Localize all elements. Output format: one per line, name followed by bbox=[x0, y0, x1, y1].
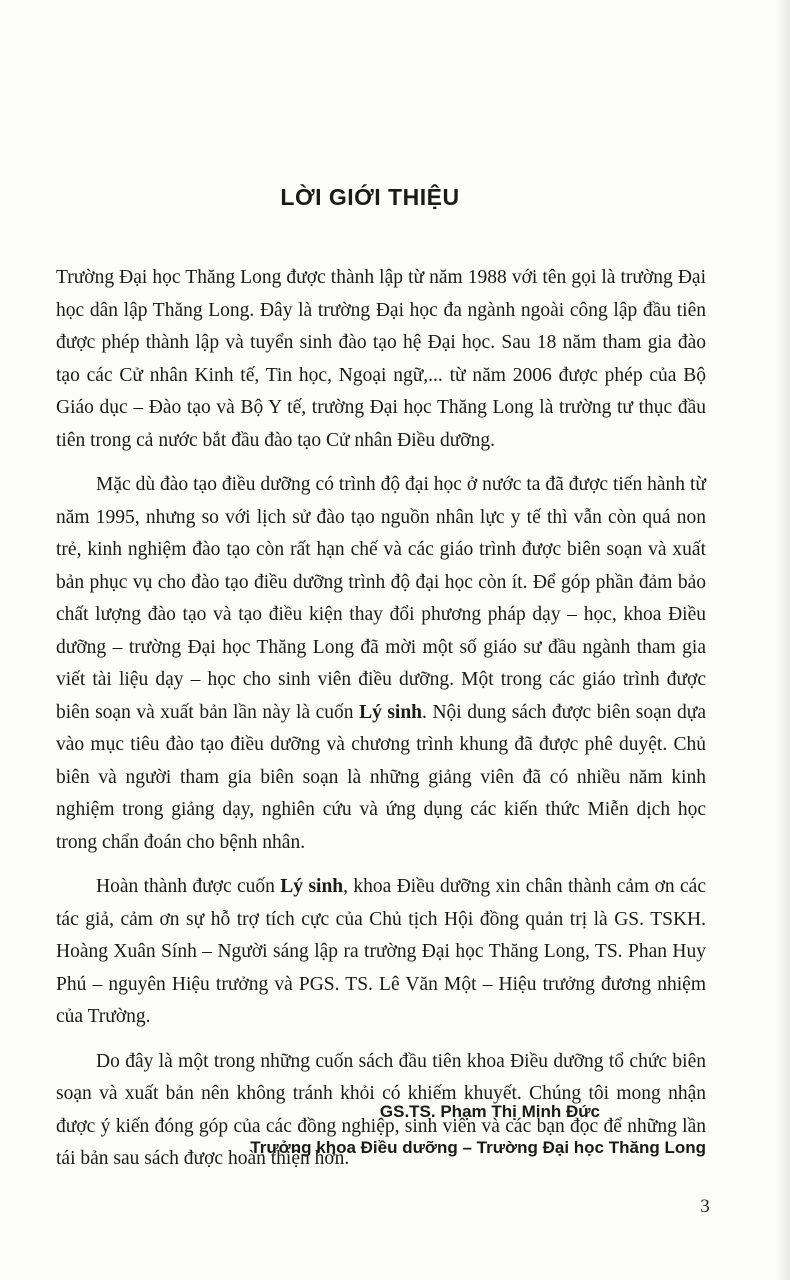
paragraph-3-text-b: , khoa Điều dưỡng xin chân thành cảm ơn các tác giả, cảm ơn sự hỗ trợ tích cực của Chủ tịch Hội đồng quản trị là GS. TSKH. Hoàng Xuân Sính – Người sáng lập ra trường Đại học Thăng Long, TS. Phan Huy Phú – nguyên Hiệu trưởng và PGS. TS. Lê Văn Một – Hiệu trưởng đương nhiệm của Trường. bbox=[56, 876, 706, 1027]
paragraph-3-text-a: Hoàn thành được cuốn bbox=[96, 876, 281, 897]
introduction-body bbox=[56, 262, 706, 1188]
page-binding-shadow bbox=[776, 0, 790, 1280]
book-title-emphasis: Lý sinh bbox=[359, 701, 423, 723]
paragraph-3 bbox=[56, 871, 706, 1034]
paragraph-2 bbox=[56, 469, 706, 859]
signatory-position: Trưởng khoa Điều dưỡng – Trường Đại học Thăng Long bbox=[250, 1138, 706, 1157]
paragraph-1: Trường Đại học Thăng Long được thành lập từ năm 1988 với tên gọi là trường Đại học dân lập Thăng Long. Đây là trường Đại học đa ngành ngoài công lập đầu tiên được phép thành lập và tuyển sinh đào tạo hệ Đại học. Sau 18 năm tham gia đào tạo các Cử nhân Kinh tế, Tin học, Ngoại ngữ,... từ năm 2006 được phép của Bộ Giáo dục – Đào tạo và Bộ Y tế, trường Đại học Thăng Long là trường tư thục đầu tiên trong cả nước bắt đầu đào tạo Cử nhân Điều dưỡng. bbox=[56, 267, 706, 451]
signature-block bbox=[0, 1094, 706, 1166]
page-title: LỜI GIỚI THIỆU bbox=[280, 184, 460, 210]
page-number: 3 bbox=[700, 1196, 710, 1217]
book-title-emphasis: Lý sinh bbox=[280, 876, 344, 897]
paragraph-4: Do đây là một trong những cuốn sách đầu tiên khoa Điều dưỡng tổ chức biên soạn và xuất bản nên không tránh khỏi có khiếm khuyết. Chúng tôi mong nhận được ý kiến đóng góp của các đồng nghiệp, sinh viên và các bạn đọc để những lần tái bản sau sách được hoàn thiện hơn. bbox=[56, 1050, 706, 1169]
paragraph-2-text-a: Mặc dù đào tạo điều dưỡng có trình độ đại học ở nước ta đã được tiến hành từ năm 1995, nhưng so với lịch sử đào tạo nguồn nhân lực y tế thì vẫn còn quá non trẻ, kinh nghiệm đào tạo còn rất hạn chế và các giáo trình được biên soạn và xuất bản phục vụ cho đào tạo điều dưỡng trình độ đại học còn ít. Để góp phần đảm bảo chất lượng đào tạo và tạo điều kiện thay đổi phương pháp dạy – học, khoa Điều dưỡng – trường Đại học Thăng Long đã mời một số giáo sư đầu ngành tham gia viết tài liệu dạy – học cho sinh viên điều dưỡng. Một trong các giáo trình được biên soạn và xuất bản lần này là cuốn bbox=[56, 474, 706, 723]
signatory-name: GS.TS. Phạm Thị Minh Đức bbox=[379, 1102, 600, 1121]
paragraph-2-text-b: . Nội dung sách được biên soạn dựa vào mục tiêu đào tạo điều dưỡng và chương trình khung đã được phê duyệt. Chủ biên và người tham gia biên soạn là những giảng viên đã có nhiều năm kinh nghiệm trong giảng dạy, nghiên cứu và ứng dụng các kiến thức Miễn dịch học trong chẩn đoán cho bệnh nhân. bbox=[56, 701, 707, 853]
